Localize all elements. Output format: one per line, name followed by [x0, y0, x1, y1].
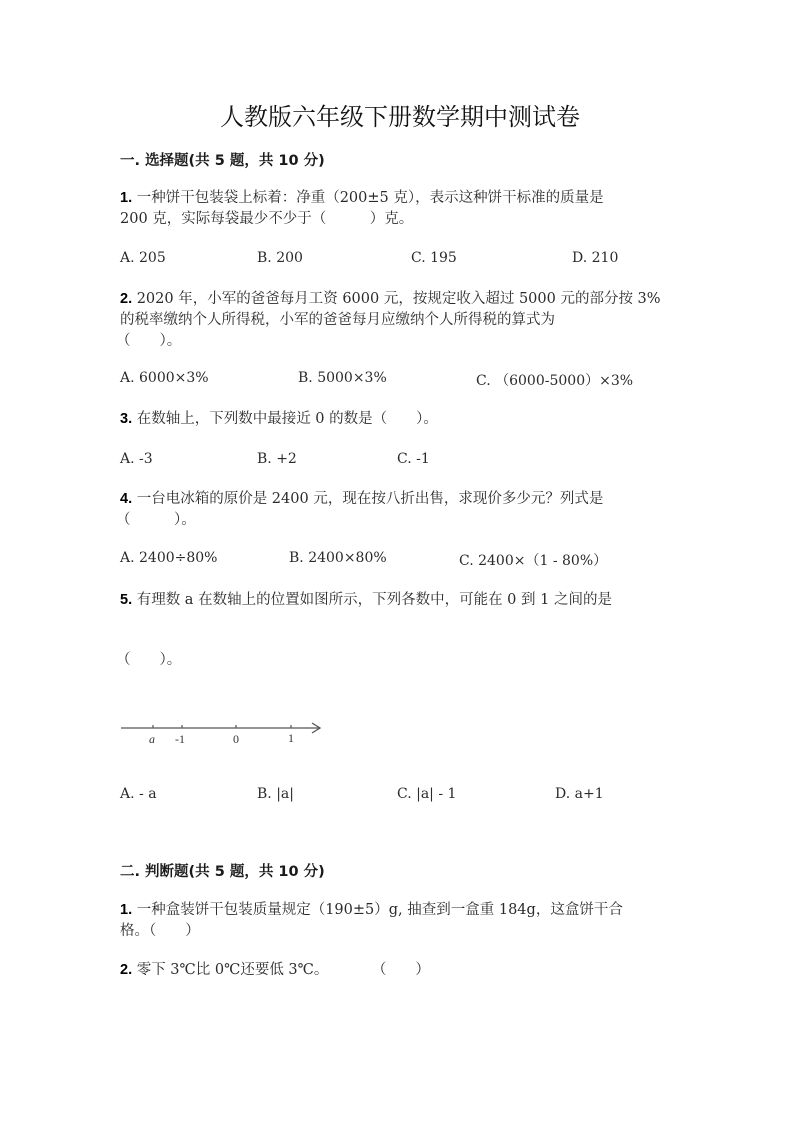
option-a[interactable]: A. 6000×3%	[120, 370, 209, 386]
question-number: 2.	[120, 291, 133, 307]
number-line-figure	[115, 712, 330, 752]
question-number: 5.	[120, 592, 133, 608]
question-text-line: 一台电冰箱的原价是 2400 元，现在按八折出售，求现价多少元？列式是	[136, 491, 604, 507]
label-0: 0	[233, 732, 239, 746]
question-4-line-2: （ ）。	[116, 512, 196, 528]
question-2-line-3: （ ）。	[116, 333, 182, 349]
question-number: 3.	[120, 411, 133, 427]
judgement-question-1-line-2: 格。（ ）	[120, 923, 200, 939]
question-3	[120, 409, 680, 430]
option-a[interactable]: A. 205	[120, 250, 166, 266]
option-c[interactable]: C. 195	[411, 250, 457, 266]
judgement-question-1	[120, 900, 680, 921]
question-5	[120, 590, 680, 611]
question-5-line-2: （ ）。	[116, 652, 182, 668]
page-title: 人教版六年级下册数学期中测试卷	[220, 103, 580, 131]
option-b[interactable]: B. +2	[257, 451, 297, 467]
option-d[interactable]: D. 210	[572, 250, 619, 266]
option-c[interactable]: C. |a| - 1	[397, 786, 457, 802]
label-minus-1: -1	[175, 732, 185, 746]
question-4	[120, 489, 680, 510]
question-text-line: 一种饼干包装袋上标着：净重（200±5 克），表示这种饼干标准的质量是	[136, 190, 604, 206]
section-heading-choice: 一. 选择题(共 5 题，共 10 分)	[120, 153, 325, 169]
judgement-question-2	[120, 960, 680, 981]
question-1-line-2: 200 克，实际每袋最少不少于（ ）克。	[120, 211, 414, 227]
option-d[interactable]: D. a+1	[555, 786, 604, 802]
question-text-line: 有理数 a 在数轴上的位置如图所示，下列各数中，可能在 0 到 1 之间的是	[136, 592, 612, 608]
label-1: 1	[288, 731, 294, 745]
label-a: a	[149, 732, 155, 746]
question-number: 2.	[120, 962, 133, 978]
option-a[interactable]: A. - a	[120, 786, 157, 802]
option-b[interactable]: B. 200	[257, 250, 303, 266]
question-text-line: 一种盒装饼干包装质量规定（190±5）g, 抽查到一盒重 184g，这盒饼干合	[136, 902, 623, 918]
question-text-line: 2020 年，小军的爸爸每月工资 6000 元，按规定收入超过 5000 元的部分按 3%	[136, 291, 661, 307]
section-heading-judgement: 二. 判断题(共 5 题，共 10 分)	[120, 864, 325, 880]
option-a[interactable]: A. -3	[120, 451, 153, 467]
question-2-line-2: 的税率缴纳个人所得税，小军的爸爸每月应缴纳个人所得税的算式为	[120, 312, 555, 328]
option-b[interactable]: B. |a|	[257, 786, 294, 802]
option-a[interactable]: A. 2400÷80%	[120, 550, 218, 566]
option-c[interactable]: C. 2400×（1 - 80%）	[459, 553, 608, 569]
option-c[interactable]: C. （6000-5000）×3%	[476, 373, 634, 389]
option-b[interactable]: B. 5000×3%	[298, 370, 387, 386]
question-1	[120, 188, 680, 209]
question-text-line: 零下 3℃比 0℃还要低 3℃。 （ ）	[136, 962, 430, 978]
option-c[interactable]: C. -1	[397, 451, 430, 467]
question-number: 1.	[120, 902, 133, 918]
question-number: 1.	[120, 190, 133, 206]
question-number: 4.	[120, 491, 133, 507]
question-text-line: 在数轴上，下列数中最接近 0 的数是（ ）。	[136, 411, 438, 427]
option-b[interactable]: B. 2400×80%	[289, 550, 387, 566]
question-2	[120, 289, 680, 310]
